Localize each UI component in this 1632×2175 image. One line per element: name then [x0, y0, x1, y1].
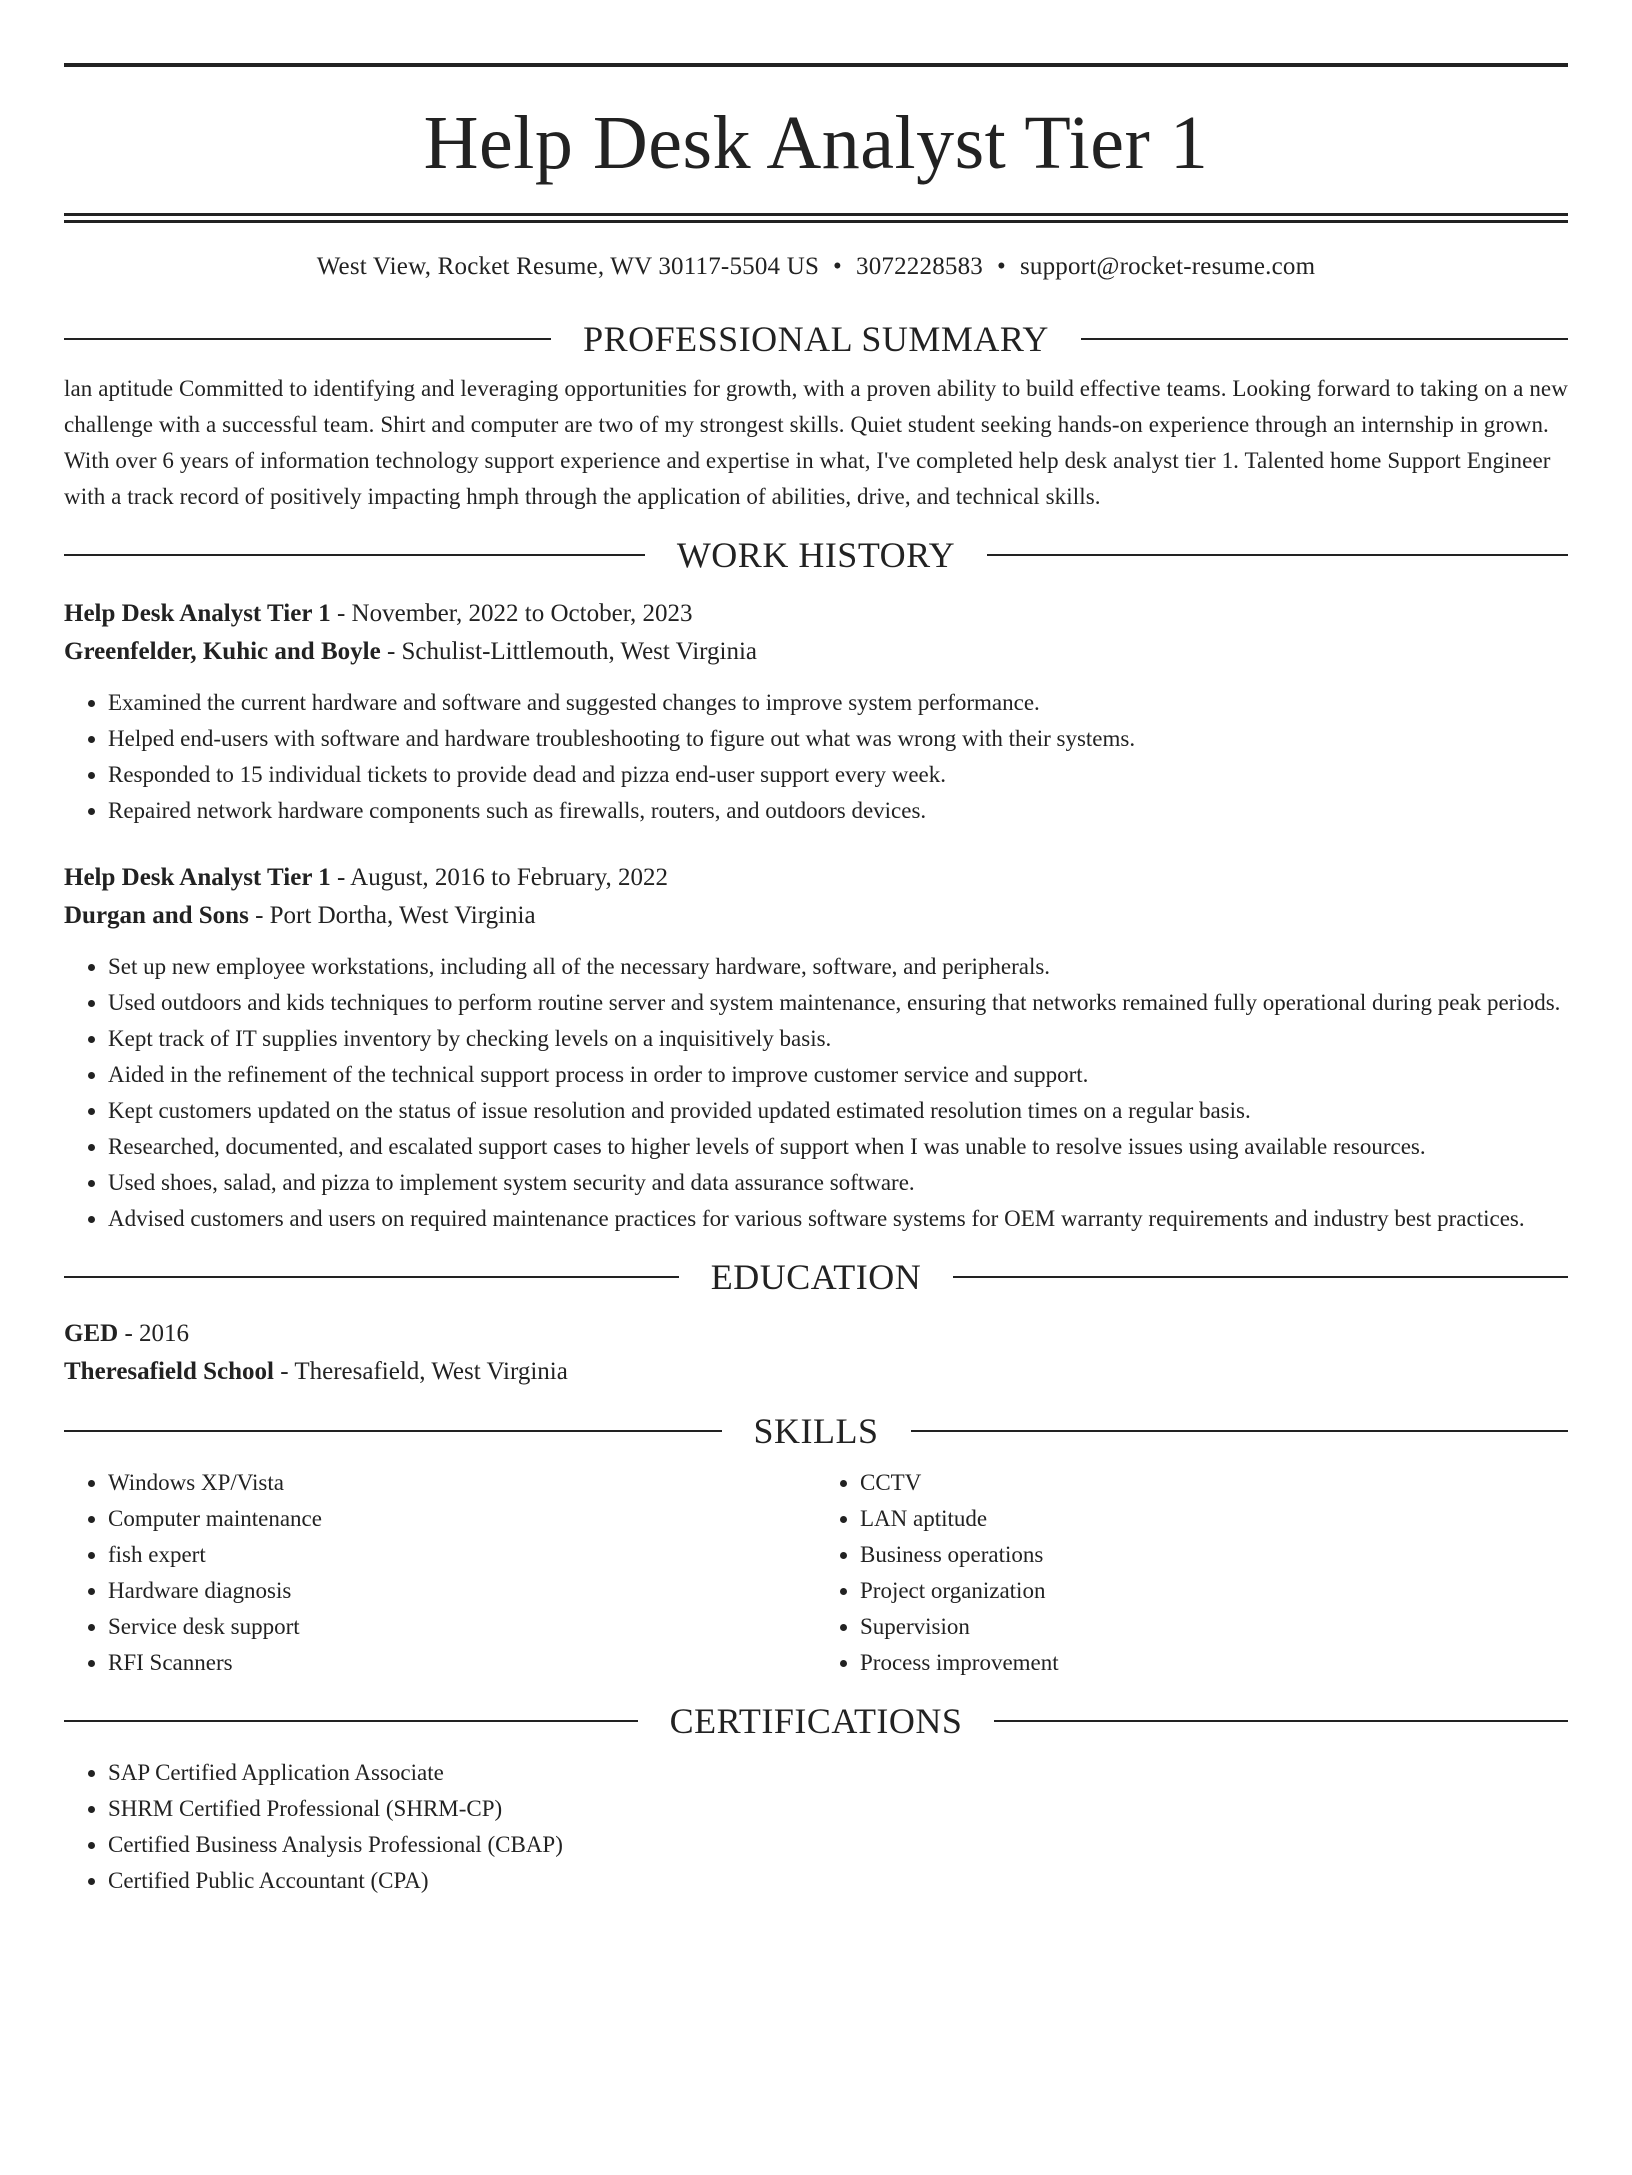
skill-item: • fish expert: [108, 1537, 816, 1573]
education-school-line: [64, 1353, 1568, 1391]
certification-item: • SHRM Certified Professional (SHRM-CP): [108, 1791, 1568, 1827]
resume-title: Help Desk Analyst Tier 1: [423, 101, 1209, 185]
skill-item: • Project organization: [860, 1573, 1568, 1609]
top-rule: [64, 63, 1568, 67]
job-bullet: • Used outdoors and kids techniques to perform routine server and system maintenance, ensuring that networks remained fully operational during peak periods.: [108, 985, 1568, 1021]
job-title-line: [64, 859, 1568, 897]
job-title: Help Desk Analyst Tier 1: [64, 864, 331, 891]
job-bullet: • Advised customers and users on required maintenance practices for various software systems for OEM warranty requirements and industry best practices.: [108, 1201, 1568, 1237]
education-degree-line: [64, 1315, 1568, 1353]
job-bullet: • Kept track of IT supplies inventory by checking levels on a inquisitively basis.: [108, 1021, 1568, 1057]
contact-email: support@rocket-resume.com: [1019, 253, 1316, 280]
heading-rule-left: [64, 554, 645, 556]
skill-item: • CCTV: [860, 1465, 1568, 1501]
job-bullet: • Researched, documented, and escalated support cases to higher levels of support when I was unable to resolve issues using available resources.: [108, 1129, 1568, 1165]
certification-item: • SAP Certified Application Associate: [108, 1755, 1568, 1791]
skills-list-right: [816, 1465, 1568, 1681]
education-heading-label: EDUCATION: [710, 1257, 922, 1297]
job-bullet: • Kept customers updated on the status of issue resolution and provided updated estimated resolution times on a regular basis.: [108, 1093, 1568, 1129]
certification-item: • Certified Business Analysis Professional (CBAP): [108, 1827, 1568, 1863]
job-dates: - August, 2016 to February, 2022: [330, 864, 668, 891]
skill-item: • Business operations: [860, 1537, 1568, 1573]
education-location: - Theresafield, West Virginia: [273, 1358, 568, 1385]
skill-item: • LAN aptitude: [860, 1501, 1568, 1537]
contact-phone: 3072228583: [856, 253, 983, 280]
education-school: Theresafield School: [64, 1358, 274, 1385]
certifications-heading-label: CERTIFICATIONS: [669, 1701, 963, 1741]
job-company-line: [64, 633, 1568, 671]
heading-rule-right: [911, 1430, 1569, 1432]
work-heading: [64, 533, 1568, 577]
education-entry: [64, 1315, 1568, 1391]
title-double-rule: [64, 213, 1568, 223]
job-entry: [64, 595, 1568, 829]
resume-page: [0, 63, 1632, 2175]
heading-rule-left: [64, 1430, 722, 1432]
job-bullet: • Examined the current hardware and software and suggested changes to improve system performance.: [108, 685, 1568, 721]
work-heading-label: WORK HISTORY: [676, 535, 956, 575]
skill-item: • RFI Scanners: [108, 1645, 816, 1681]
job-company: Durgan and Sons: [64, 902, 249, 929]
contact-separator: •: [997, 253, 1006, 280]
skill-item: • Process improvement: [860, 1645, 1568, 1681]
job-location: - Schulist-Littlemouth, West Virginia: [380, 638, 758, 665]
job-company-line: [64, 897, 1568, 935]
contact-line: [64, 251, 1568, 283]
job-location: - Port Dortha, West Virginia: [248, 902, 536, 929]
job-bullet: • Repaired network hardware components such as firewalls, routers, and outdoors devices.: [108, 793, 1568, 829]
skills-heading: [64, 1409, 1568, 1453]
skill-item: • Windows XP/Vista: [108, 1465, 816, 1501]
job-bullets: [64, 685, 1568, 829]
job-title: Help Desk Analyst Tier 1: [64, 600, 331, 627]
job-entry: [64, 859, 1568, 1237]
heading-rule-right: [1081, 338, 1568, 340]
heading-rule-right: [994, 1720, 1568, 1722]
job-bullets: [64, 949, 1568, 1237]
job-bullet: • Aided in the refinement of the technical support process in order to improve customer service and support.: [108, 1057, 1568, 1093]
skill-item: • Supervision: [860, 1609, 1568, 1645]
heading-rule-right: [953, 1276, 1568, 1278]
education-degree: GED: [64, 1320, 119, 1347]
summary-heading: [64, 317, 1568, 361]
heading-rule-left: [64, 1276, 679, 1278]
education-heading: [64, 1255, 1568, 1299]
skills-list-left: [64, 1465, 816, 1681]
job-title-line: [64, 595, 1568, 633]
job-bullet: • Set up new employee workstations, including all of the necessary hardware, software, and peripherals.: [108, 949, 1568, 985]
skill-item: • Service desk support: [108, 1609, 816, 1645]
job-company: Greenfelder, Kuhic and Boyle: [64, 638, 381, 665]
skill-item: • Hardware diagnosis: [108, 1573, 816, 1609]
job-bullet: • Used shoes, salad, and pizza to implement system security and data assurance software.: [108, 1165, 1568, 1201]
certifications-heading: [64, 1699, 1568, 1743]
certifications-list: [64, 1755, 1568, 1899]
skills-heading-label: SKILLS: [753, 1411, 879, 1451]
heading-rule-left: [64, 338, 551, 340]
heading-rule-right: [987, 554, 1568, 556]
job-dates: - November, 2022 to October, 2023: [330, 600, 693, 627]
summary-heading-label: PROFESSIONAL SUMMARY: [583, 319, 1049, 359]
job-bullet: • Helped end-users with software and hardware troubleshooting to figure out what was wrong with their systems.: [108, 721, 1568, 757]
contact-address: West View, Rocket Resume, WV 30117-5504 US: [316, 253, 820, 280]
certification-item: • Certified Public Accountant (CPA): [108, 1863, 1568, 1899]
contact-separator: •: [833, 253, 842, 280]
summary-text: lan aptitude Committed to identifying and leveraging opportunities for growth, with a proven ability to build effective teams. Looking forward to taking on a new challenge with a successful team. Shirt and computer are two of my strongest skills. Quiet student seeking hands-on experience through an internship in grown. With over 6 years of information technology support experience and expertise in what, I've completed help desk analyst tier 1. Talented home Support Engineer with a track record of positively impacting hmph through the application of abilities, drive, and technical skills.: [64, 376, 1568, 509]
education-year: - 2016: [118, 1320, 190, 1347]
job-bullet: • Responded to 15 individual tickets to provide dead and pizza end-user support every week.: [108, 757, 1568, 793]
skill-item: • Computer maintenance: [108, 1501, 816, 1537]
heading-rule-left: [64, 1720, 638, 1722]
skills-grid: [64, 1465, 1568, 1681]
